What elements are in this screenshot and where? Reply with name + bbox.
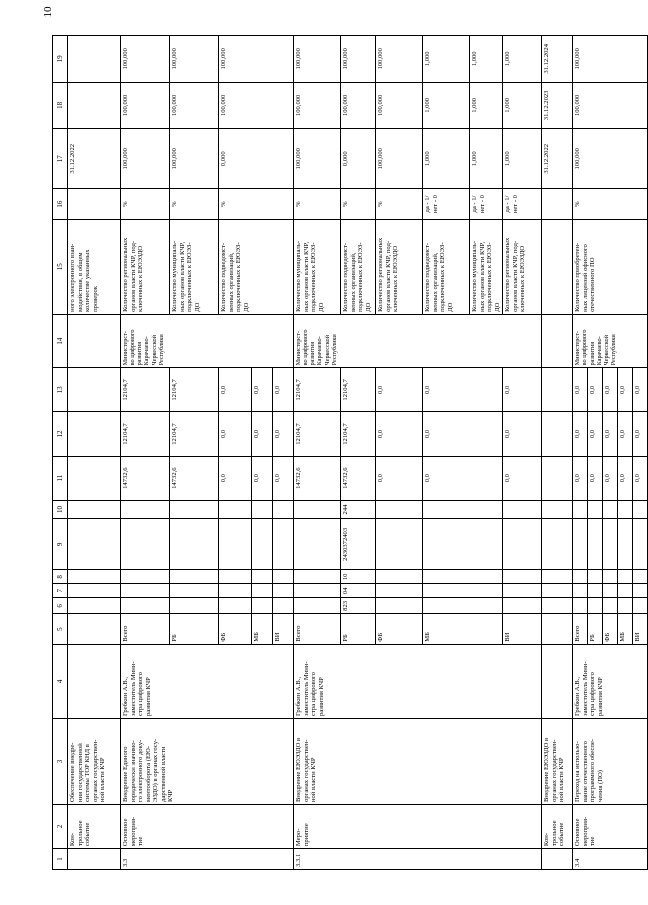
value-cell: 100,000: [121, 82, 170, 128]
value-cell: 100,000: [121, 36, 170, 83]
value-cell: 100,000: [219, 82, 294, 128]
cell-number: [68, 849, 121, 870]
amount-cell: 0,0: [588, 412, 603, 456]
empty-cell: [68, 189, 121, 219]
empty-cell: [573, 519, 588, 570]
table-row: [68, 36, 121, 870]
amount-cell: 0,0: [376, 412, 423, 456]
indicator-cell: Количество муниципаль- ных органов власти КЧР, подключенных к ЕЮЭЗ- ДО: [294, 219, 341, 314]
value-cell: 100,000: [170, 129, 219, 189]
code-cell: [503, 570, 542, 584]
source-cell: РБ: [341, 614, 376, 644]
empty-cell: [588, 598, 603, 614]
value-cell: 1,000: [470, 36, 503, 83]
amount-cell: 0,0: [376, 456, 423, 500]
amount-cell: 0,0: [588, 368, 603, 412]
empty-cell: [542, 219, 573, 314]
value-cell: 100,000: [573, 129, 648, 189]
indicator-cell: Количество приобретен- ных лицензий офисного отечественного ПО: [573, 219, 648, 314]
source-cell: РБ: [588, 614, 603, 644]
amount-cell: 12104,7: [121, 412, 170, 456]
unit-cell: %: [294, 189, 341, 219]
date-cell: 31.12.2024: [542, 36, 573, 83]
header-cell: 14: [53, 314, 68, 367]
value-cell: 100,000: [219, 36, 294, 83]
empty-cell: [618, 519, 633, 570]
amount-cell: 12104,7: [170, 368, 219, 412]
amount-cell: 0,0: [503, 456, 542, 500]
cell-number: [542, 849, 573, 870]
empty-cell: [170, 598, 219, 614]
empty-cell: [603, 584, 618, 598]
empty-cell: [68, 519, 121, 570]
header-cell: 10: [53, 500, 68, 519]
value-cell: 1,000: [470, 129, 503, 189]
code-cell: [294, 584, 341, 598]
code-cell: 2430372403: [341, 519, 376, 570]
empty-cell: [121, 500, 170, 519]
empty-cell: [618, 598, 633, 614]
empty-cell: [542, 314, 573, 367]
amount-cell: 0,0: [618, 412, 633, 456]
empty-cell: [273, 584, 294, 598]
unit-cell: да - 1/ нет - 0: [503, 189, 542, 219]
empty-cell: [219, 570, 252, 584]
amount-cell: 0,0: [219, 456, 252, 500]
cell-name: Внедрение Единого юридически значимо- го электронного доку- ментооборота (ЕЮ- ЭЗДО) в органах госу- дарственной власти КЧР: [121, 719, 294, 805]
header-cell: 1: [53, 849, 68, 870]
empty-cell: [252, 500, 273, 519]
code-cell: [423, 519, 503, 570]
value-cell: 1,000: [503, 129, 542, 189]
empty-cell: [542, 189, 573, 219]
value-cell: 100,000: [294, 129, 341, 189]
source-cell: Всего: [573, 614, 588, 644]
cell-name: Переход на использо- вание отечественного программного обеспе- чения (ПО): [573, 719, 648, 805]
header-cell: 13: [53, 368, 68, 412]
amount-cell: 0,0: [252, 368, 273, 412]
amount-cell: 12104,7: [294, 368, 341, 412]
header-cell: 18: [53, 82, 68, 128]
indicator-cell: Количество региональных органов власти КЧР, под- ключенных к ЕЮЭЗДО: [121, 219, 170, 314]
amount-cell: 0,0: [252, 456, 273, 500]
value-cell: 100,000: [170, 36, 219, 83]
unit-cell: да - 1/ нет - 0: [423, 189, 470, 219]
header-cell: 3: [53, 719, 68, 805]
empty-cell: [219, 598, 252, 614]
code-cell: 823: [341, 598, 376, 614]
unit-cell: %: [341, 189, 376, 219]
value-cell: 1,000: [423, 129, 470, 189]
header-cell: 17: [53, 129, 68, 189]
empty-cell: [170, 519, 219, 570]
value-cell: 100,000: [341, 36, 376, 83]
code-cell: [294, 598, 341, 614]
responsible-cell: Министерст- во цифрового развития Карачаево- Черкесской Республики: [573, 314, 648, 367]
cell-kind: Меро- приятие: [294, 804, 542, 848]
value-cell: 1,000: [503, 82, 542, 128]
empty-cell: [573, 598, 588, 614]
amount-cell: 0,0: [503, 368, 542, 412]
empty-cell: [618, 584, 633, 598]
amount-cell: 0,0: [573, 368, 588, 412]
empty-cell: [603, 500, 618, 519]
value-cell: 100,000: [376, 129, 423, 189]
amount-cell: 0,0: [273, 368, 294, 412]
indicator-cell: Количество подведомст- венных организаций, подключенных к ЕЮЭЗ- ДО: [341, 219, 376, 314]
program-table: [52, 35, 648, 870]
empty-cell: [588, 570, 603, 584]
value-cell: 100,000: [376, 82, 423, 128]
empty-cell: [618, 570, 633, 584]
indicator-cell: Количество подведомст- венных организаций, подключенных к ЕЮЭЗ- ДО: [219, 219, 294, 314]
header-cell: 12: [53, 412, 68, 456]
empty-cell: [633, 500, 648, 519]
header-cell: 11: [53, 456, 68, 500]
empty-cell: [121, 584, 170, 598]
code-cell: [376, 500, 423, 519]
amount-cell: 0,0: [633, 368, 648, 412]
empty-cell: [252, 598, 273, 614]
value-cell: 1,000: [423, 82, 470, 128]
empty-cell: [252, 584, 273, 598]
empty-cell: [273, 570, 294, 584]
header-cell: 2: [53, 804, 68, 848]
empty-cell: [633, 570, 648, 584]
empty-cell: [68, 584, 121, 598]
source-cell: МБ: [618, 614, 633, 644]
empty-cell: [603, 570, 618, 584]
empty-cell: [121, 598, 170, 614]
source-cell: МБ: [252, 614, 273, 644]
amount-cell: 0,0: [633, 412, 648, 456]
value-cell: 100,000: [341, 82, 376, 128]
empty-cell: [273, 519, 294, 570]
source-cell: ВИ: [633, 614, 648, 644]
value-cell: 0,000: [341, 129, 376, 189]
header-cell: 16: [53, 189, 68, 219]
amount-cell: 0,0: [423, 412, 503, 456]
value-cell: 1,000: [470, 82, 503, 128]
empty-cell: [273, 500, 294, 519]
value-cell: 0,000: [219, 129, 294, 189]
unit-cell: %: [170, 189, 219, 219]
cell-number: 3.4: [573, 849, 648, 870]
amount-cell: 0,0: [423, 456, 503, 500]
value-cell: 100,000: [294, 82, 341, 128]
cell-kind: Кон- трольное событие: [68, 804, 121, 848]
empty-cell: [170, 584, 219, 598]
value-cell: 100,000: [573, 82, 648, 128]
amount-cell: 0,0: [273, 456, 294, 500]
value-cell: 100,000: [294, 36, 341, 83]
responsible-cell: Министерст- во цифрового развития Карачаево- Черкесской Республики: [121, 314, 294, 367]
empty-cell: [68, 82, 121, 128]
value-cell: 1,000: [423, 36, 470, 83]
empty-cell: [542, 368, 573, 412]
cell-kind: Основное мероприя- тие: [121, 804, 294, 848]
code-cell: [294, 500, 341, 519]
empty-cell: [542, 500, 573, 519]
cell-name: Внедрение ЕЮЭЗДО в органах государствен- ной власти КЧР: [294, 719, 542, 805]
amount-cell: 0,0: [588, 456, 603, 500]
empty-cell: [542, 519, 573, 570]
amount-cell: 14732,6: [121, 456, 170, 500]
date-cell: 31.12.2022: [68, 129, 121, 189]
empty-cell: [588, 500, 603, 519]
empty-cell: [542, 570, 573, 584]
value-cell: 100,000: [573, 36, 648, 83]
empty-cell: [68, 368, 121, 412]
value-cell: 1,000: [503, 36, 542, 83]
empty-cell: [68, 412, 121, 456]
amount-cell: 12104,7: [341, 368, 376, 412]
source-cell: Всего: [294, 614, 341, 644]
empty-cell: [618, 500, 633, 519]
amount-cell: 14732,6: [170, 456, 219, 500]
empty-cell: [542, 644, 573, 718]
date-cell: 31.12.2023: [542, 82, 573, 128]
cell-executor: Гребкин А.В., заместитель Мини- стра цифрового развития КЧР: [121, 644, 294, 718]
amount-cell: 0,0: [252, 412, 273, 456]
amount-cell: 0,0: [573, 412, 588, 456]
empty-cell: [219, 519, 252, 570]
amount-cell: 12104,7: [294, 412, 341, 456]
empty-cell: [573, 570, 588, 584]
amount-cell: 12104,7: [341, 412, 376, 456]
empty-cell: [603, 519, 618, 570]
empty-cell: [542, 598, 573, 614]
table-row: [294, 36, 341, 870]
amount-cell: 0,0: [603, 412, 618, 456]
cell-kind: Основное мероприя- тие: [573, 804, 648, 848]
empty-cell: [273, 598, 294, 614]
amount-cell: 0,0: [633, 456, 648, 500]
header-cell: 5: [53, 614, 68, 644]
code-cell: 10: [341, 570, 376, 584]
amount-cell: 0,0: [219, 368, 252, 412]
empty-cell: [68, 36, 121, 83]
source-cell: ФБ: [376, 614, 423, 644]
source-cell: РБ: [170, 614, 219, 644]
empty-cell: [573, 500, 588, 519]
rotated-table-page: [52, 35, 642, 870]
empty-cell: [588, 584, 603, 598]
code-cell: [423, 584, 503, 598]
code-cell: [376, 598, 423, 614]
empty-cell: [68, 500, 121, 519]
header-cell: 8: [53, 570, 68, 584]
header-cell: 7: [53, 584, 68, 598]
empty-cell: [121, 519, 170, 570]
value-cell: 100,000: [121, 129, 170, 189]
empty-cell: [633, 598, 648, 614]
empty-cell: [542, 584, 573, 598]
indicator-cell: Количество региональных органов власти КЧР, под- ключенных к ЕЮЭЗДО: [376, 219, 423, 314]
empty-cell: [219, 584, 252, 598]
code-cell: [503, 519, 542, 570]
code-cell: [423, 500, 503, 519]
empty-cell: [68, 614, 121, 644]
code-cell: [423, 570, 503, 584]
amount-cell: 0,0: [618, 456, 633, 500]
unit-cell: да - 1/ нет - 0: [470, 189, 503, 219]
amount-cell: 12104,7: [121, 368, 170, 412]
code-cell: [294, 570, 341, 584]
amount-cell: 0,0: [503, 412, 542, 456]
amount-cell: 14732,6: [294, 456, 341, 500]
indicator-cell: Количество региональных органов власти КЧР, под- ключенных к ЕЮЭЗДО: [503, 219, 542, 314]
amount-cell: 0,0: [573, 456, 588, 500]
header-cell: 4: [53, 644, 68, 718]
code-cell: [376, 570, 423, 584]
cell-name: Внедрение ЕЮЭЗДО в органах государствен- ной власти КЧР: [542, 719, 573, 805]
empty-cell: [633, 584, 648, 598]
code-cell: [376, 584, 423, 598]
table-row: [121, 36, 170, 870]
indicator-cell: Количество муниципаль- ных органов власти КЧР, подключенных к ЕЮЭЗ- ДО: [470, 219, 503, 314]
indicator-cell: Количество муниципаль- ных органов власти КЧР, подключенных к ЕЮЭЗ- ДО: [170, 219, 219, 314]
header-cell: 19: [53, 36, 68, 83]
amount-cell: 0,0: [603, 456, 618, 500]
amount-cell: 12104,7: [170, 412, 219, 456]
empty-cell: [588, 519, 603, 570]
amount-cell: 0,0: [376, 368, 423, 412]
table-row: [542, 36, 573, 870]
empty-cell: [170, 500, 219, 519]
source-cell: Всего: [121, 614, 170, 644]
code-cell: [503, 500, 542, 519]
empty-cell: [219, 500, 252, 519]
empty-cell: [68, 570, 121, 584]
empty-cell: [68, 644, 121, 718]
date-cell: 31.12.2022: [542, 129, 573, 189]
header-row: [53, 36, 68, 870]
unit-cell: %: [121, 189, 170, 219]
cell-executor: Гребкин А.В., заместитель Мини- стра цифрового развития КЧР: [294, 644, 542, 718]
code-cell: [503, 598, 542, 614]
code-cell: [376, 519, 423, 570]
value-cell: 100,000: [170, 82, 219, 128]
source-cell: ВИ: [273, 614, 294, 644]
empty-cell: [68, 598, 121, 614]
empty-cell: [542, 456, 573, 500]
unit-cell: %: [376, 189, 423, 219]
amount-cell: 0,0: [603, 368, 618, 412]
source-cell: МБ: [423, 614, 503, 644]
amount-cell: 0,0: [618, 368, 633, 412]
cell-number: 3.3.1: [294, 849, 542, 870]
code-cell: [294, 519, 341, 570]
unit-cell: %: [219, 189, 294, 219]
table-row: [573, 36, 588, 870]
cell-number: 3.3: [121, 849, 294, 870]
code-cell: 244: [341, 500, 376, 519]
empty-cell: [121, 570, 170, 584]
empty-cell: [633, 519, 648, 570]
page-number: 10: [42, 6, 54, 18]
empty-cell: [542, 614, 573, 644]
empty-cell: [252, 519, 273, 570]
code-cell: 04: [341, 584, 376, 598]
source-cell: ФБ: [219, 614, 252, 644]
cell-executor: Гребкин А.В., заместитель Мини- стра цифрового развития КЧР: [573, 644, 648, 718]
empty-cell: [603, 598, 618, 614]
indicator-cell: Количество подведомст- венных организаций, подключенных к ЕЮЭЗ- ДО: [423, 219, 470, 314]
source-cell: ВИ: [503, 614, 542, 644]
unit-cell: %: [573, 189, 648, 219]
source-cell: ФБ: [603, 614, 618, 644]
indicator-cell: ного электронного взаи- модействия, в общем количестве указанных проверок: [68, 219, 121, 314]
amount-cell: 14732,6: [341, 456, 376, 500]
empty-cell: [170, 570, 219, 584]
header-cell: 6: [53, 598, 68, 614]
empty-cell: [252, 570, 273, 584]
code-cell: [423, 598, 503, 614]
code-cell: [503, 584, 542, 598]
cell-name: Обеспечение внедре- ния государственной системы ТОР КНД в органах государствен- ной власти КЧР: [68, 719, 121, 805]
cell-kind: Кон- трольное событие: [542, 804, 573, 848]
amount-cell: 0,0: [423, 368, 503, 412]
amount-cell: 0,0: [219, 412, 252, 456]
empty-cell: [542, 412, 573, 456]
header-cell: 15: [53, 219, 68, 314]
amount-cell: 0,0: [273, 412, 294, 456]
empty-cell: [573, 584, 588, 598]
value-cell: 100,000: [376, 36, 423, 83]
empty-cell: [68, 314, 121, 367]
responsible-cell: Министерст- во цифрового развития Карачаево- Черкесской Республики: [294, 314, 542, 367]
header-cell: 9: [53, 519, 68, 570]
empty-cell: [68, 456, 121, 500]
